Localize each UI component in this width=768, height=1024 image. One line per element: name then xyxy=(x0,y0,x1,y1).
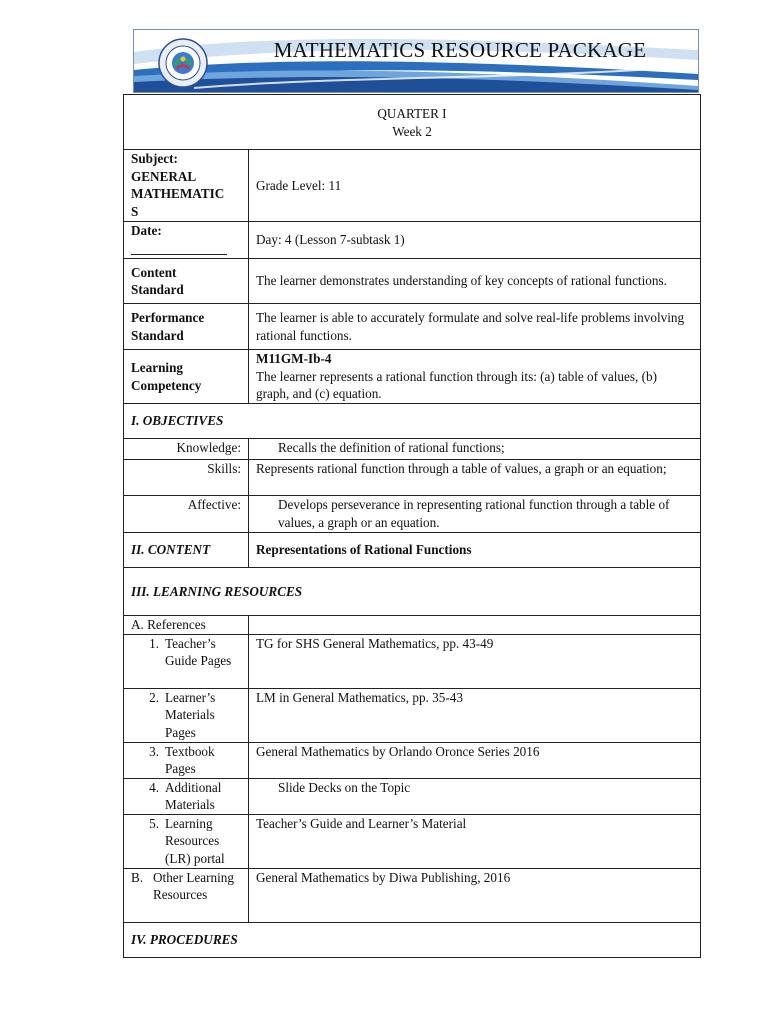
resource-item-label: Learner’s Materials Pages xyxy=(165,689,216,740)
resource-item-value: Teacher’s Guide and Learner’s Material xyxy=(249,814,701,868)
procedures-heading-row xyxy=(124,922,701,957)
content-standard-row xyxy=(124,259,701,304)
resource-item-value: General Mathematics by Orlando Oronce Series 2016 xyxy=(249,742,701,778)
knowledge-label: Knowledge: xyxy=(124,439,249,460)
skills-text: Represents rational function through a table of values, a graph or an equation; xyxy=(249,460,701,496)
learning-resources-heading-row xyxy=(124,568,701,616)
subject-row xyxy=(124,150,701,222)
resource-item-row xyxy=(124,688,701,742)
objectives-heading: I. OBJECTIVES xyxy=(124,404,701,439)
learning-competency-label-line2: Competency xyxy=(131,377,202,393)
references-value-empty xyxy=(249,616,701,635)
date-label: Date: xyxy=(131,223,162,238)
objectives-heading-row xyxy=(124,404,701,439)
knowledge-row xyxy=(124,439,701,460)
content-row xyxy=(124,533,701,568)
resource-item-value: Slide Decks on the Topic xyxy=(249,778,701,814)
resource-item-number: 1. xyxy=(149,635,159,651)
performance-standard-label-line2: Standard xyxy=(131,327,184,343)
references-row xyxy=(124,616,701,635)
content-text: Representations of Rational Functions xyxy=(249,533,701,568)
subject-value-line3: S xyxy=(131,203,139,219)
resource-item-row xyxy=(124,742,701,778)
day-info: Day: 4 (Lesson 7-subtask 1) xyxy=(249,222,701,259)
resource-item-label: Teacher’s Guide Pages xyxy=(165,635,232,668)
quarter-label: QUARTER I xyxy=(377,106,447,121)
resource-item-label: Learning Resources (LR) portal xyxy=(165,815,225,866)
skills-label: Skills: xyxy=(124,460,249,496)
affective-text: Develops perseverance in representing rational function through a table of values, a graph or an equation. xyxy=(249,496,701,533)
resource-item-number: 2. xyxy=(149,689,159,705)
date-blank-line xyxy=(131,240,227,255)
procedures-heading: IV. PROCEDURES xyxy=(124,922,701,957)
deped-seal-icon xyxy=(158,38,208,88)
affective-label: Affective: xyxy=(124,496,249,533)
resource-item-value: TG for SHS General Mathematics, pp. 43-49 xyxy=(249,634,701,688)
references-letter: A. xyxy=(131,617,144,632)
document-header xyxy=(133,29,699,93)
affective-row xyxy=(124,496,701,533)
subject-label: Subject: xyxy=(131,151,178,166)
skills-row xyxy=(124,460,701,496)
other-resources-value: General Mathematics by Diwa Publishing, 2016 xyxy=(249,868,701,922)
date-row xyxy=(124,222,701,259)
subject-value-line1: GENERAL xyxy=(131,168,197,184)
learning-competency-row xyxy=(124,350,701,404)
content-standard-text: The learner demonstrates understanding of key concepts of rational functions. xyxy=(249,259,701,304)
resource-item-number: 4. xyxy=(149,779,159,795)
grade-level: Grade Level: 11 xyxy=(249,150,701,222)
content-standard-label-line1: Content xyxy=(131,264,177,280)
quarter-row xyxy=(124,95,701,150)
resource-item-number: 5. xyxy=(149,815,159,831)
resource-item-value: LM in General Mathematics, pp. 35-43 xyxy=(249,688,701,742)
resource-item-row xyxy=(124,814,701,868)
other-resources-letter: B. xyxy=(131,869,144,885)
competency-text: The learner represents a rational function through its: (a) table of values, (b) graph, and (c) equation. xyxy=(256,368,657,401)
performance-standard-text: The learner is able to accurately formulate and solve real-life problems involving rational functions. xyxy=(249,304,701,350)
content-heading: II. CONTENT xyxy=(124,533,249,568)
performance-standard-label-line1: Performance xyxy=(131,310,205,325)
learning-resources-heading: III. LEARNING RESOURCES xyxy=(124,568,701,616)
resource-item-label: Textbook Pages xyxy=(165,743,215,776)
lesson-plan-table xyxy=(123,94,701,958)
performance-standard-row xyxy=(124,304,701,350)
week-label: Week 2 xyxy=(392,123,432,139)
references-label: References xyxy=(147,617,206,632)
resource-item-label: Additional Materials xyxy=(165,779,222,812)
content-standard-label-line2: Standard xyxy=(131,282,184,297)
resource-item-row xyxy=(124,634,701,688)
knowledge-text: Recalls the definition of rational functions; xyxy=(249,439,701,460)
resource-item-number: 3. xyxy=(149,743,159,759)
other-resources-label: Other Learning Resources xyxy=(153,869,234,902)
subject-value-line2: MATHEMATIC xyxy=(131,186,225,201)
competency-code: M11GM-Ib-4 xyxy=(256,351,332,366)
learning-competency-label-line1: Learning xyxy=(131,360,184,375)
resource-item-row xyxy=(124,778,701,814)
header-title: MATHEMATICS RESOURCE PACKAGE xyxy=(273,38,647,62)
other-resources-row xyxy=(124,868,701,922)
